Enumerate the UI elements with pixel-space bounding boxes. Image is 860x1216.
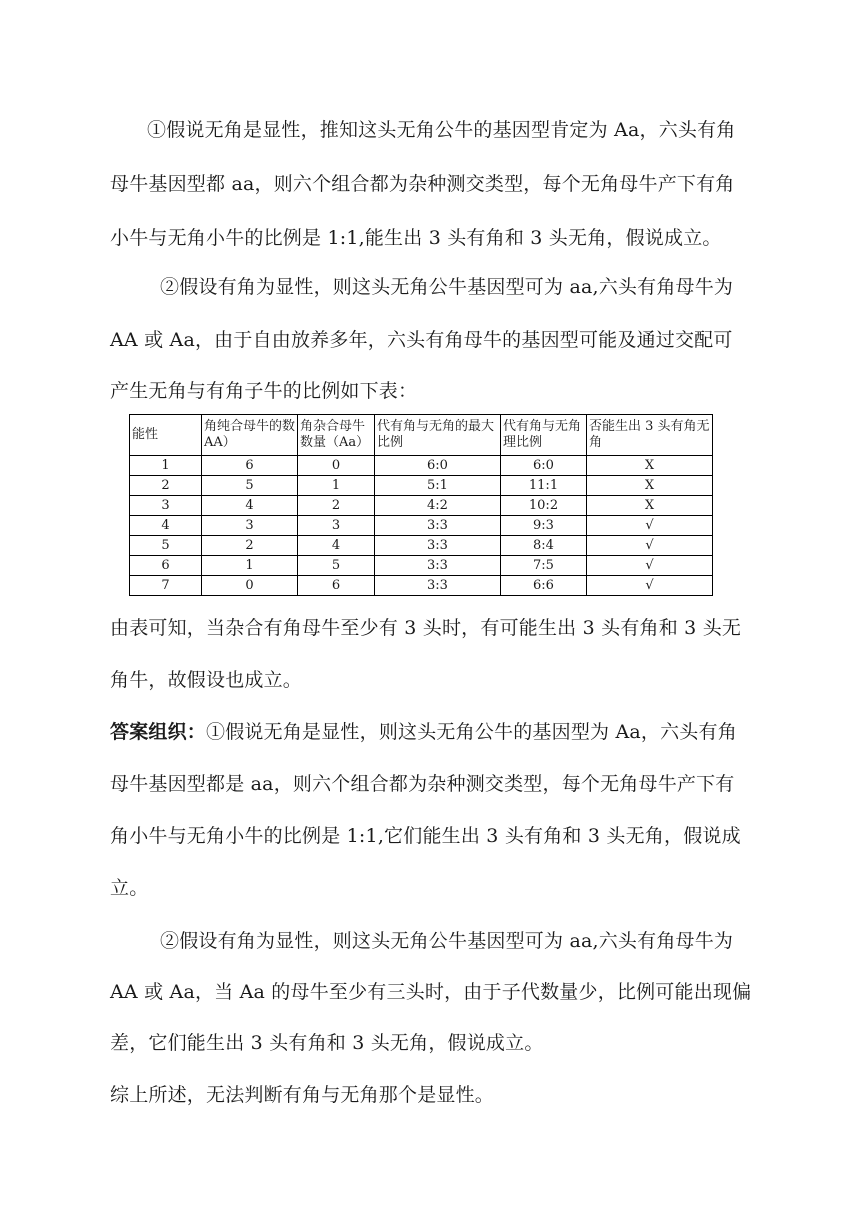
table-row [130, 516, 713, 536]
table-cell: 6:6 [501, 576, 587, 596]
table-row [130, 496, 713, 516]
answer-label: 答案组织： [110, 721, 207, 743]
paragraph-2-line-3: 产生无角与有角子牛的比例如下表： [110, 380, 418, 402]
paragraph-3-line-2: 角牛，故假设也成立。 [110, 669, 303, 691]
genotype-ratio-table [129, 414, 713, 596]
conclusion-line: 综上所述，无法判断有角与无角那个是显性。 [110, 1084, 495, 1106]
table-cell: 0 [202, 576, 298, 596]
table-header-cell: 代有角与无角的最大比例 [375, 415, 501, 456]
table-cell: 4 [202, 496, 298, 516]
paragraph-1-line-1: ①假说无角是显性，推知这头无角公牛的基因型肯定为 Aa，六头有角 [147, 119, 736, 141]
table-cell: 3:3 [375, 516, 501, 536]
table-cell: 5 [202, 476, 298, 496]
table-cell: 5:1 [375, 476, 501, 496]
table-header-cell: 能性 [130, 415, 202, 456]
table-cell: 1 [298, 476, 375, 496]
table-cell: √ [587, 516, 713, 536]
table-cell: 6:0 [501, 456, 587, 476]
table-cell: X [587, 456, 713, 476]
table-header-cell: 否能生出 3 头有角无角 [587, 415, 713, 456]
paragraph-5-line-3: 差，它们能生出 3 头有角和 3 头无角，假说成立。 [110, 1032, 544, 1054]
answer-line-2: 母牛基因型都是 aa，则六个组合都为杂种测交类型，每个无角母牛产下有 [110, 773, 735, 795]
paragraph-5-line-2: AA 或 Aa，当 Aa 的母牛至少有三头时，由于子代数量少，比例可能出现偏 [110, 981, 752, 1003]
answer-line-1 [110, 719, 737, 745]
answer-line-3: 角小牛与无角小牛的比例是 1:1,它们能生出 3 头有角和 3 头无角，假说成 [110, 825, 741, 847]
table-cell: √ [587, 556, 713, 576]
table-cell: 7:5 [501, 556, 587, 576]
table-header-cell: 角杂合母牛数量（Aa） [298, 415, 375, 456]
table-cell: X [587, 496, 713, 516]
answer-line-4: 立。 [110, 877, 149, 899]
table-row [130, 476, 713, 496]
table-cell: 3:3 [375, 556, 501, 576]
table-header-cell: 代有角与无角理比例 [501, 415, 587, 456]
paragraph-3-line-1: 由表可知，当杂合有角母牛至少有 3 头时，有可能生出 3 头有角和 3 头无 [110, 617, 742, 639]
table-cell: 5 [298, 556, 375, 576]
paragraph-1-line-3: 小牛与无角小牛的比例是 1:1,能生出 3 头有角和 3 头无角，假说成立。 [110, 227, 722, 249]
table-body [130, 456, 713, 596]
table-cell: 4 [130, 516, 202, 536]
table-cell: 6 [298, 576, 375, 596]
table-row [130, 556, 713, 576]
table-row [130, 536, 713, 556]
table-cell: 1 [130, 456, 202, 476]
answer-line-1-text: ①假说无角是显性，则这头无角公牛的基因型为 Aa，六头有角 [206, 721, 737, 743]
table-cell: 8:4 [501, 536, 587, 556]
paragraph-2-line-1: ②假设有角为显性，则这头无角公牛基因型可为 aa,六头有角母牛为 [160, 276, 734, 298]
table-cell: X [587, 476, 713, 496]
table-cell: 3:3 [375, 536, 501, 556]
table-cell: 1 [202, 556, 298, 576]
table-header-cell: 角纯合母牛的数AA） [202, 415, 298, 456]
table-cell: √ [587, 536, 713, 556]
table-cell: 2 [298, 496, 375, 516]
table-cell: 3 [298, 516, 375, 536]
table-row [130, 456, 713, 476]
paragraph-1-line-2: 母牛基因型都 aa，则六个组合都为杂种测交类型，每个无角母牛产下有角 [110, 173, 735, 195]
table-cell: 3:3 [375, 576, 501, 596]
paragraph-2-line-2: AA 或 Aa，由于自由放养多年，六头有角母牛的基因型可能及通过交配可 [110, 329, 733, 351]
table-cell: 2 [130, 476, 202, 496]
table-cell: 6 [202, 456, 298, 476]
table-cell: 3 [202, 516, 298, 536]
table-row [130, 576, 713, 596]
paragraph-5-line-1: ②假设有角为显性，则这头无角公牛基因型可为 aa,六头有角母牛为 [160, 930, 734, 952]
table-cell: 5 [130, 536, 202, 556]
table-header-row [130, 415, 713, 456]
table-cell: 6:0 [375, 456, 501, 476]
table-cell: 0 [298, 456, 375, 476]
table-cell: 2 [202, 536, 298, 556]
table-cell: √ [587, 576, 713, 596]
table-cell: 3 [130, 496, 202, 516]
table-cell: 9:3 [501, 516, 587, 536]
table-cell: 4:2 [375, 496, 501, 516]
table-cell: 10:2 [501, 496, 587, 516]
table-cell: 7 [130, 576, 202, 596]
table-cell: 6 [130, 556, 202, 576]
table-cell: 11:1 [501, 476, 587, 496]
table-cell: 4 [298, 536, 375, 556]
